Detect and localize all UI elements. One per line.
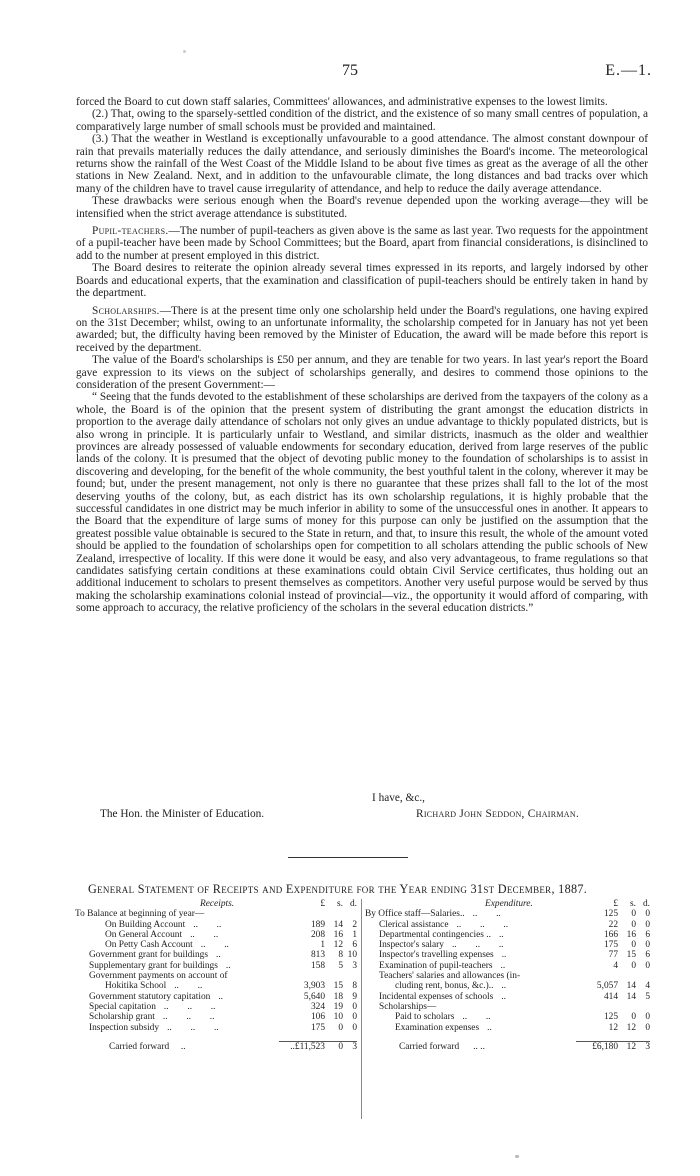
ledger-label	[75, 940, 291, 950]
ledger-label-text: Government grant for buildings	[89, 950, 208, 961]
ledger-leader-dots: .. ..	[200, 940, 229, 951]
amount-shillings: 5	[338, 960, 343, 971]
ledger-label-text: On Building Account	[105, 919, 186, 930]
amount-shillings: 19	[333, 1001, 343, 1012]
ledger-amount	[584, 981, 650, 991]
total-pence: 3	[352, 1041, 357, 1052]
ledger-leader-dots: .. .. ..	[456, 919, 509, 930]
addressee: The Hon. the Minister of Education.	[100, 808, 265, 820]
ledger-label-text: Government statutory capitation	[89, 991, 211, 1002]
ledger-amount	[291, 940, 357, 950]
ledger-label	[75, 1012, 291, 1022]
amount-pence: 5	[645, 991, 650, 1002]
amount-pounds: 4	[613, 960, 618, 971]
ledger-label	[365, 1023, 584, 1033]
ledger-label	[365, 950, 584, 960]
total-amount	[576, 1041, 650, 1052]
ledger-row	[75, 920, 357, 930]
ledger-label	[365, 1002, 584, 1012]
ledger-row	[365, 1023, 650, 1033]
ledger-row	[75, 961, 357, 971]
amount-pence: 6	[645, 929, 650, 940]
paragraph: (2.) That, owing to the sparsely-settled condition of the district, and the existence of so many small centres of population, a comparatively large number of small schools must be provided and maintained.	[76, 108, 648, 133]
amount-pounds: 166	[603, 929, 618, 940]
ledger-label-text: Inspector's salary	[379, 940, 444, 951]
ledger-leader-dots: ..	[498, 929, 504, 940]
ledger-row	[75, 930, 357, 940]
ledger-amount	[291, 1002, 357, 1012]
ledger-row	[365, 940, 650, 950]
ledger-leader-dots	[228, 971, 236, 981]
amount-pounds: 208	[310, 929, 325, 940]
amount-pence: 0	[352, 1012, 357, 1023]
ledger-label	[75, 971, 291, 981]
receipts-column	[75, 899, 357, 1051]
amount-shillings: 14	[626, 991, 636, 1002]
total-label: Carried forward .. ..	[399, 1041, 485, 1052]
amount-pounds: 3,903	[303, 981, 325, 992]
amount-pounds: 175	[603, 940, 618, 951]
ledger-label	[75, 930, 291, 940]
amount-shillings: 12	[333, 940, 343, 951]
paragraph: (3.) That the weather in Westland is exceptionally unfavourable to a good attendance. The almost constant downpour of rain that prevails materially reduces the daily attendance, and seriously diminishes the Board's income. The meteorological returns show the rainfall of the West Coast of the Middle Island to be about five times as great as the average of all the other stations in New Zealand. Next, and in addition to the unfavourable climate, the long distances and bad tracks over which many of the children have to travel cause irregularity of attendance, and help to reduce the daily average attendance.	[76, 133, 648, 195]
ledger-label-text: Examination of pupil-teachers	[379, 960, 493, 971]
amount-shillings: 0	[338, 1022, 343, 1033]
ledger-amount	[291, 961, 357, 971]
amount-pounds: 5,640	[303, 991, 325, 1002]
ledger-leader-dots: .. ..	[190, 929, 219, 940]
total-shillings: 12	[626, 1041, 636, 1052]
ledger-label	[75, 950, 291, 960]
ledger-label-text: Incidental expenses of schools	[379, 991, 494, 1002]
ledger-label	[75, 909, 291, 919]
amount-shillings: 16	[333, 929, 343, 940]
ledger-amount	[584, 940, 650, 950]
ledger-amount	[291, 930, 357, 940]
ledger-row	[75, 971, 357, 981]
ledger-row	[75, 981, 357, 991]
ledger-row	[365, 992, 650, 1002]
amount-pounds: 125	[603, 1012, 618, 1023]
ledger-amount	[584, 930, 650, 940]
ledger-label-text: cluding rent, bonus, &c.)..	[395, 981, 494, 992]
amount-pounds: 106	[310, 1012, 325, 1023]
ledger-label-text: Clerical assistance	[379, 919, 449, 930]
ledger-leader-dots: .. .. ..	[163, 1001, 216, 1012]
ledger-amount	[291, 950, 357, 960]
amount-shillings: 0	[631, 940, 636, 951]
amount-shillings: 18	[333, 991, 343, 1002]
amount-shillings: 14	[333, 919, 343, 930]
ledger-amount	[291, 992, 357, 1002]
ledger-row	[365, 1012, 650, 1022]
amount-pence: 0	[645, 940, 650, 951]
expenditure-column	[365, 899, 650, 1051]
ledger-label	[75, 992, 291, 1002]
amount-shillings: 0	[631, 960, 636, 971]
amount-pounds: 324	[310, 1001, 325, 1012]
amount-shillings: 8	[338, 950, 343, 961]
ledger-label	[365, 909, 584, 919]
ledger-label-text: Departmental contingencies ..	[379, 929, 491, 940]
ledger-leader-dots: ..	[501, 950, 507, 961]
ledger-leader-dots: .. ..	[462, 1012, 491, 1023]
ledger-label	[365, 971, 584, 981]
ledger-label-text: Inspector's travelling expenses	[379, 950, 494, 961]
ledger-leader-dots: ..	[218, 991, 224, 1002]
receipts-header-row	[75, 899, 357, 909]
ledger-label-text: Teachers' salaries and allowances (in-	[379, 971, 521, 982]
ledger-label-text: Scholarships—	[379, 1001, 437, 1012]
amount-pence: 9	[352, 991, 357, 1002]
ledger-label-text: Supplementary grant for buildings	[89, 960, 218, 971]
pounds-header: £	[320, 899, 325, 909]
page-number: 75	[342, 62, 358, 79]
amount-pence: 10	[347, 950, 357, 961]
statement-title: General Statement of Receipts and Expenditure for the Year ending 31st December, 1887.	[88, 882, 588, 896]
ledger-label-text: Inspection subsidy	[89, 1022, 160, 1033]
amount-pounds: 414	[603, 991, 618, 1002]
ledger-label	[75, 961, 291, 971]
ledger-label-text: Scholarship grant	[89, 1012, 155, 1023]
ledger-label	[365, 930, 584, 940]
document-reference: E.—1.	[605, 62, 652, 79]
ledger-leader-dots: .. .. ..	[167, 1022, 219, 1033]
amount-pence: 2	[352, 919, 357, 930]
ledger-row	[365, 930, 650, 940]
ledger-label-text: Special capitation	[89, 1001, 156, 1012]
amount-pence: 0	[645, 1022, 650, 1033]
currency-headers	[291, 899, 357, 909]
ledger-leader-dots: ..	[501, 981, 507, 992]
ledger-amount	[584, 992, 650, 1002]
receipts-total-row	[75, 1041, 357, 1051]
report-body	[76, 96, 648, 615]
paragraph: These drawbacks were serious enough when the Board's revenue depended upon the working average—they will be intensified when the strict average attendance is substituted.	[76, 195, 648, 220]
ledger-label-text: Government payments on account of	[89, 971, 228, 982]
pounds-header: £	[613, 899, 618, 909]
amount-pounds: 158	[310, 960, 325, 971]
total-pence: 3	[645, 1041, 650, 1052]
amount-shillings: 0	[631, 1012, 636, 1023]
ledger-leader-dots	[520, 971, 528, 981]
amount-shillings: 14	[626, 981, 636, 992]
ledger-label-text: To Balance at beginning of year—	[75, 909, 205, 920]
ledger-amount	[291, 1012, 357, 1022]
ledger-row	[365, 920, 650, 930]
amount-pence: 0	[352, 1022, 357, 1033]
ledger-label	[365, 940, 584, 950]
paragraph: The value of the Board's scholarships is £50 per annum, and they are tenable for two years. In last year's report the Board gave expression to its views on the subject of scholarships generally, and desires to commend those opinions to the consideration of the present Government:—	[76, 354, 648, 391]
amount-pounds: 77	[608, 950, 618, 961]
ledger-label	[365, 981, 584, 991]
amount-pence: 8	[352, 981, 357, 992]
quoted-paragraph: “ Seeing that the funds devoted to the establishment of these scholarships are derived from the taxpayers of the colony as a whole, the Board is of the opinion that the present system of distributing the grant amongst the education districts in proportion to the average daily attendance of scholars not only gives an undue advantage to thickly populated districts, but is also wrong in principle. It is particularly unfair to Westland, and similar districts, inasmuch as the older and wealthier provinces are already possessed of valuable endowments for secondary education, derived from large reserves of the public lands of the colony. It is presumed that the object of devoting public money to the foundation of scholarships is to assist in discovering and developing, for the benefit of the whole community, the best youthful talent in the colony, wherever it may be found; but, under the present management, not only is there no guarantee that these prizes shall fall to the lot of the most deserving youths of the colony, but, as each district has its own scholarship regulations, it is highly probable that the successful candidates in one district may be much inferior in ability to some of the unsuccessful ones in another. It appears to the Board that the expenditure of large sums of money for this purpose can only be justified on the assumption that the greatest possible value obtainable is secured to the State in return, and that, to insure this result, the whole of the amount voted should be applied to the foundation of scholarships open for competition to all scholars attending the public schools of New Zealand, irrespective of locality. If this were done it would be easy, and also very advantageous, to frame regulations so that candidates satisfying certain conditions at these examinations could obtain Civil Service certificates, thus holding out an additional inducement to scholars to present themselves as competitors. Another very useful purpose would be served by thus making the scholarship examinations colonial instead of provincial—viz., the opportunity it would afford of comparing, with some approach to accuracy, the relative proficiency of the scholars in the several education districts.”	[76, 391, 648, 615]
amount-pounds: 12	[608, 1022, 618, 1033]
ledger-amount	[584, 1012, 650, 1022]
amount-pence: 0	[645, 960, 650, 971]
ledger-leader-dots: ..	[501, 991, 506, 1002]
ledger-leader-dots: .. ..	[193, 919, 222, 930]
amount-pence: 0	[352, 1001, 357, 1012]
amount-pounds: 813	[310, 950, 325, 961]
ledger-leader-dots	[436, 1002, 444, 1012]
ledger-row	[75, 1023, 357, 1033]
section-heading: Scholarships.	[92, 304, 160, 317]
currency-headers	[584, 899, 650, 909]
ledger-row	[75, 1002, 357, 1012]
total-label: Carried forward ..	[109, 1041, 186, 1052]
ledger-amount	[291, 1023, 357, 1033]
ledger-row	[365, 961, 650, 971]
amount-shillings: 0	[631, 919, 636, 930]
ledger-label-text: On Petty Cash Account	[105, 940, 193, 951]
amount-pounds: 22	[608, 919, 618, 930]
ledger-label	[365, 1012, 584, 1022]
total-shillings: 0	[338, 1041, 343, 1052]
ledger-row	[365, 950, 650, 960]
ledger-row	[75, 909, 357, 919]
ledger-row	[365, 1002, 650, 1012]
ledger-label	[365, 920, 584, 930]
shillings-header: s.	[630, 899, 636, 909]
amount-pence: 6	[645, 950, 650, 961]
receipts-heading: Receipts.	[200, 899, 235, 909]
ledger-label	[75, 920, 291, 930]
total-amount	[279, 1041, 357, 1052]
scan-speck	[183, 50, 186, 53]
closing: I have, &c.,	[372, 792, 426, 804]
amount-shillings: 10	[333, 1012, 343, 1023]
ledger-label	[75, 1002, 291, 1012]
paragraph: The Board desires to reiterate the opinion already several times expressed in its reports, and largely indorsed by other Boards and educational experts, that the examination and classification of pupil-teachers should be entirely taken in hand by the department.	[76, 262, 648, 300]
ledger-label-text: On General Account	[105, 929, 183, 940]
ledger-label-text: Examination expenses	[395, 1022, 480, 1033]
ledger-row	[75, 950, 357, 960]
amount-shillings: 0	[631, 909, 636, 920]
ledger-label	[75, 981, 291, 991]
amount-pence: 1	[352, 929, 357, 940]
ledger-amount	[584, 1023, 650, 1033]
scan-speck	[515, 1155, 519, 1158]
paragraph-pupil-teachers	[76, 225, 648, 262]
signatory: Richard John Seddon, Chairman.	[416, 808, 580, 820]
amount-shillings: 12	[626, 1022, 636, 1033]
receipts-rows	[75, 909, 357, 1033]
total-pounds: £6,180	[592, 1041, 618, 1052]
ledger-label	[75, 1023, 291, 1033]
ledger-amount	[584, 909, 650, 919]
ledger-leader-dots	[204, 909, 212, 919]
ledger-label-text: By Office staff—Salaries..	[365, 909, 465, 920]
ledger-label	[365, 992, 584, 1002]
ledger-row	[365, 971, 650, 981]
ledger-amount	[291, 920, 357, 930]
total-pounds: ..£11,523	[290, 1041, 325, 1052]
ledger-leader-dots: .. ..	[472, 909, 501, 920]
amount-pounds: 125	[603, 909, 618, 920]
shillings-header: s.	[337, 899, 343, 909]
ledger-leader-dots: ..	[216, 950, 221, 961]
ledger-row	[75, 1012, 357, 1022]
amount-pence: 0	[645, 909, 650, 920]
section-rule	[288, 857, 408, 858]
expenditure-rows	[365, 909, 650, 1033]
expenditure-total-row	[365, 1041, 650, 1051]
column-divider	[361, 899, 362, 1119]
ledger-leader-dots: ..	[225, 960, 231, 971]
amount-pence: 3	[352, 960, 357, 971]
ledger-row	[75, 940, 357, 950]
ledger-leader-dots: .. ..	[174, 981, 203, 992]
pence-header: d.	[642, 899, 650, 909]
ledger-leader-dots: ..	[487, 1022, 492, 1033]
amount-pence: 6	[352, 940, 357, 951]
ledger-row	[365, 981, 650, 991]
ledger-amount	[584, 920, 650, 930]
paragraph-text: —There is at the present time only one scholarship held under the Board's regulations, one having expired on the 31st December; whilst, owing to an unfortunate informality, the scholarship competed for in January has not yet been awarded; but, the difficulty having been removed by the Minister of Education, the award will be made before this report is received by the department.	[76, 304, 648, 354]
amount-shillings: 15	[333, 981, 343, 992]
page-header	[72, 62, 652, 82]
ledger-row	[75, 992, 357, 1002]
ledger-label	[365, 961, 584, 971]
pence-header: d.	[349, 899, 357, 909]
ledger-amount	[584, 950, 650, 960]
amount-pounds: 1	[320, 940, 325, 951]
ledger-row	[365, 909, 650, 919]
ledger-leader-dots: ..	[500, 960, 506, 971]
ledger-leader-dots: .. .. ..	[162, 1012, 215, 1023]
section-heading: Pupil-teachers.	[92, 225, 169, 238]
expenditure-header-row	[365, 899, 650, 909]
paragraph-scholarships	[76, 305, 648, 355]
paragraph: forced the Board to cut down staff salaries, Committees' allowances, and administrative expenses to the lowest limits.	[76, 96, 608, 108]
amount-shillings: 15	[626, 950, 636, 961]
amount-pence: 0	[645, 919, 650, 930]
amount-pence: 0	[645, 1012, 650, 1023]
ledger-leader-dots: .. .. ..	[451, 940, 504, 951]
ledger-amount	[584, 961, 650, 971]
paragraph-text: —The number of pupil-teachers as given above is the same as last year. Two requests for the appointment of a pupil-teacher have been made by School Committees; but the Board, apart from financial considerations, is disinclined to add to the number at present employed in this district.	[76, 225, 648, 262]
ledger-amount	[291, 981, 357, 991]
amount-pounds: 175	[310, 1022, 325, 1033]
amount-pence: 4	[645, 981, 650, 992]
amount-shillings: 16	[626, 929, 636, 940]
expenditure-heading: Expenditure.	[485, 899, 533, 909]
ledger-label-text: Hokitika School	[105, 981, 167, 992]
ledger-label-text: Paid to scholars	[395, 1012, 455, 1023]
amount-pounds: 5,057	[596, 981, 618, 992]
amount-pounds: 189	[310, 919, 325, 930]
